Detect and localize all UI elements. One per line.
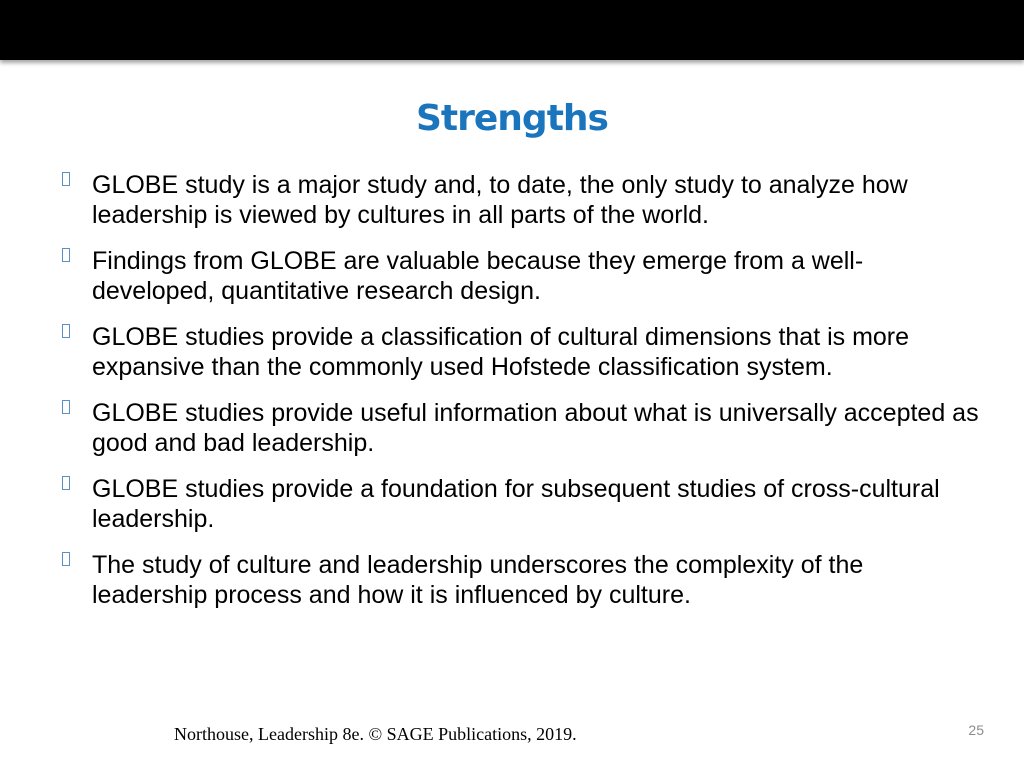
bullet-marker-icon [62,172,70,186]
bullet-text: GLOBE studies provide a foundation for subsequent studies of cross-cultural leadership. [92,475,940,533]
page-number: 25 [968,722,984,738]
bullet-marker-icon [62,324,70,338]
slide-title: Strengths [416,98,608,139]
bullet-marker-icon [62,552,70,566]
bullet-item [60,170,980,230]
bullet-list [60,170,980,626]
bullet-item [60,398,980,458]
bullet-text: GLOBE study is a major study and, to date, the only study to analyze how leadership is viewed by cultures in all parts of the world. [92,171,908,229]
top-bar [0,0,1024,60]
bullet-item [60,550,980,610]
bullet-item [60,246,980,306]
bullet-item [60,474,980,534]
bullet-marker-icon [62,400,70,414]
bullet-marker-icon [62,248,70,262]
bullet-item [60,322,980,382]
bullet-marker-icon [62,476,70,490]
bullet-text: The study of culture and leadership underscores the complexity of the leadership process and how it is influenced by culture. [92,551,864,609]
bullet-text: Findings from GLOBE are valuable because they emerge from a well-developed, quantitative research design. [92,247,864,305]
bullet-text: GLOBE studies provide a classification of cultural dimensions that is more expansive than the commonly used Hofstede classification system. [92,323,910,381]
footer-credit: Northouse, Leadership 8e. © SAGE Publications, 2019. [174,724,577,744]
bullet-text: GLOBE studies provide useful information about what is universally accepted as good and bad leadership. [92,399,979,457]
